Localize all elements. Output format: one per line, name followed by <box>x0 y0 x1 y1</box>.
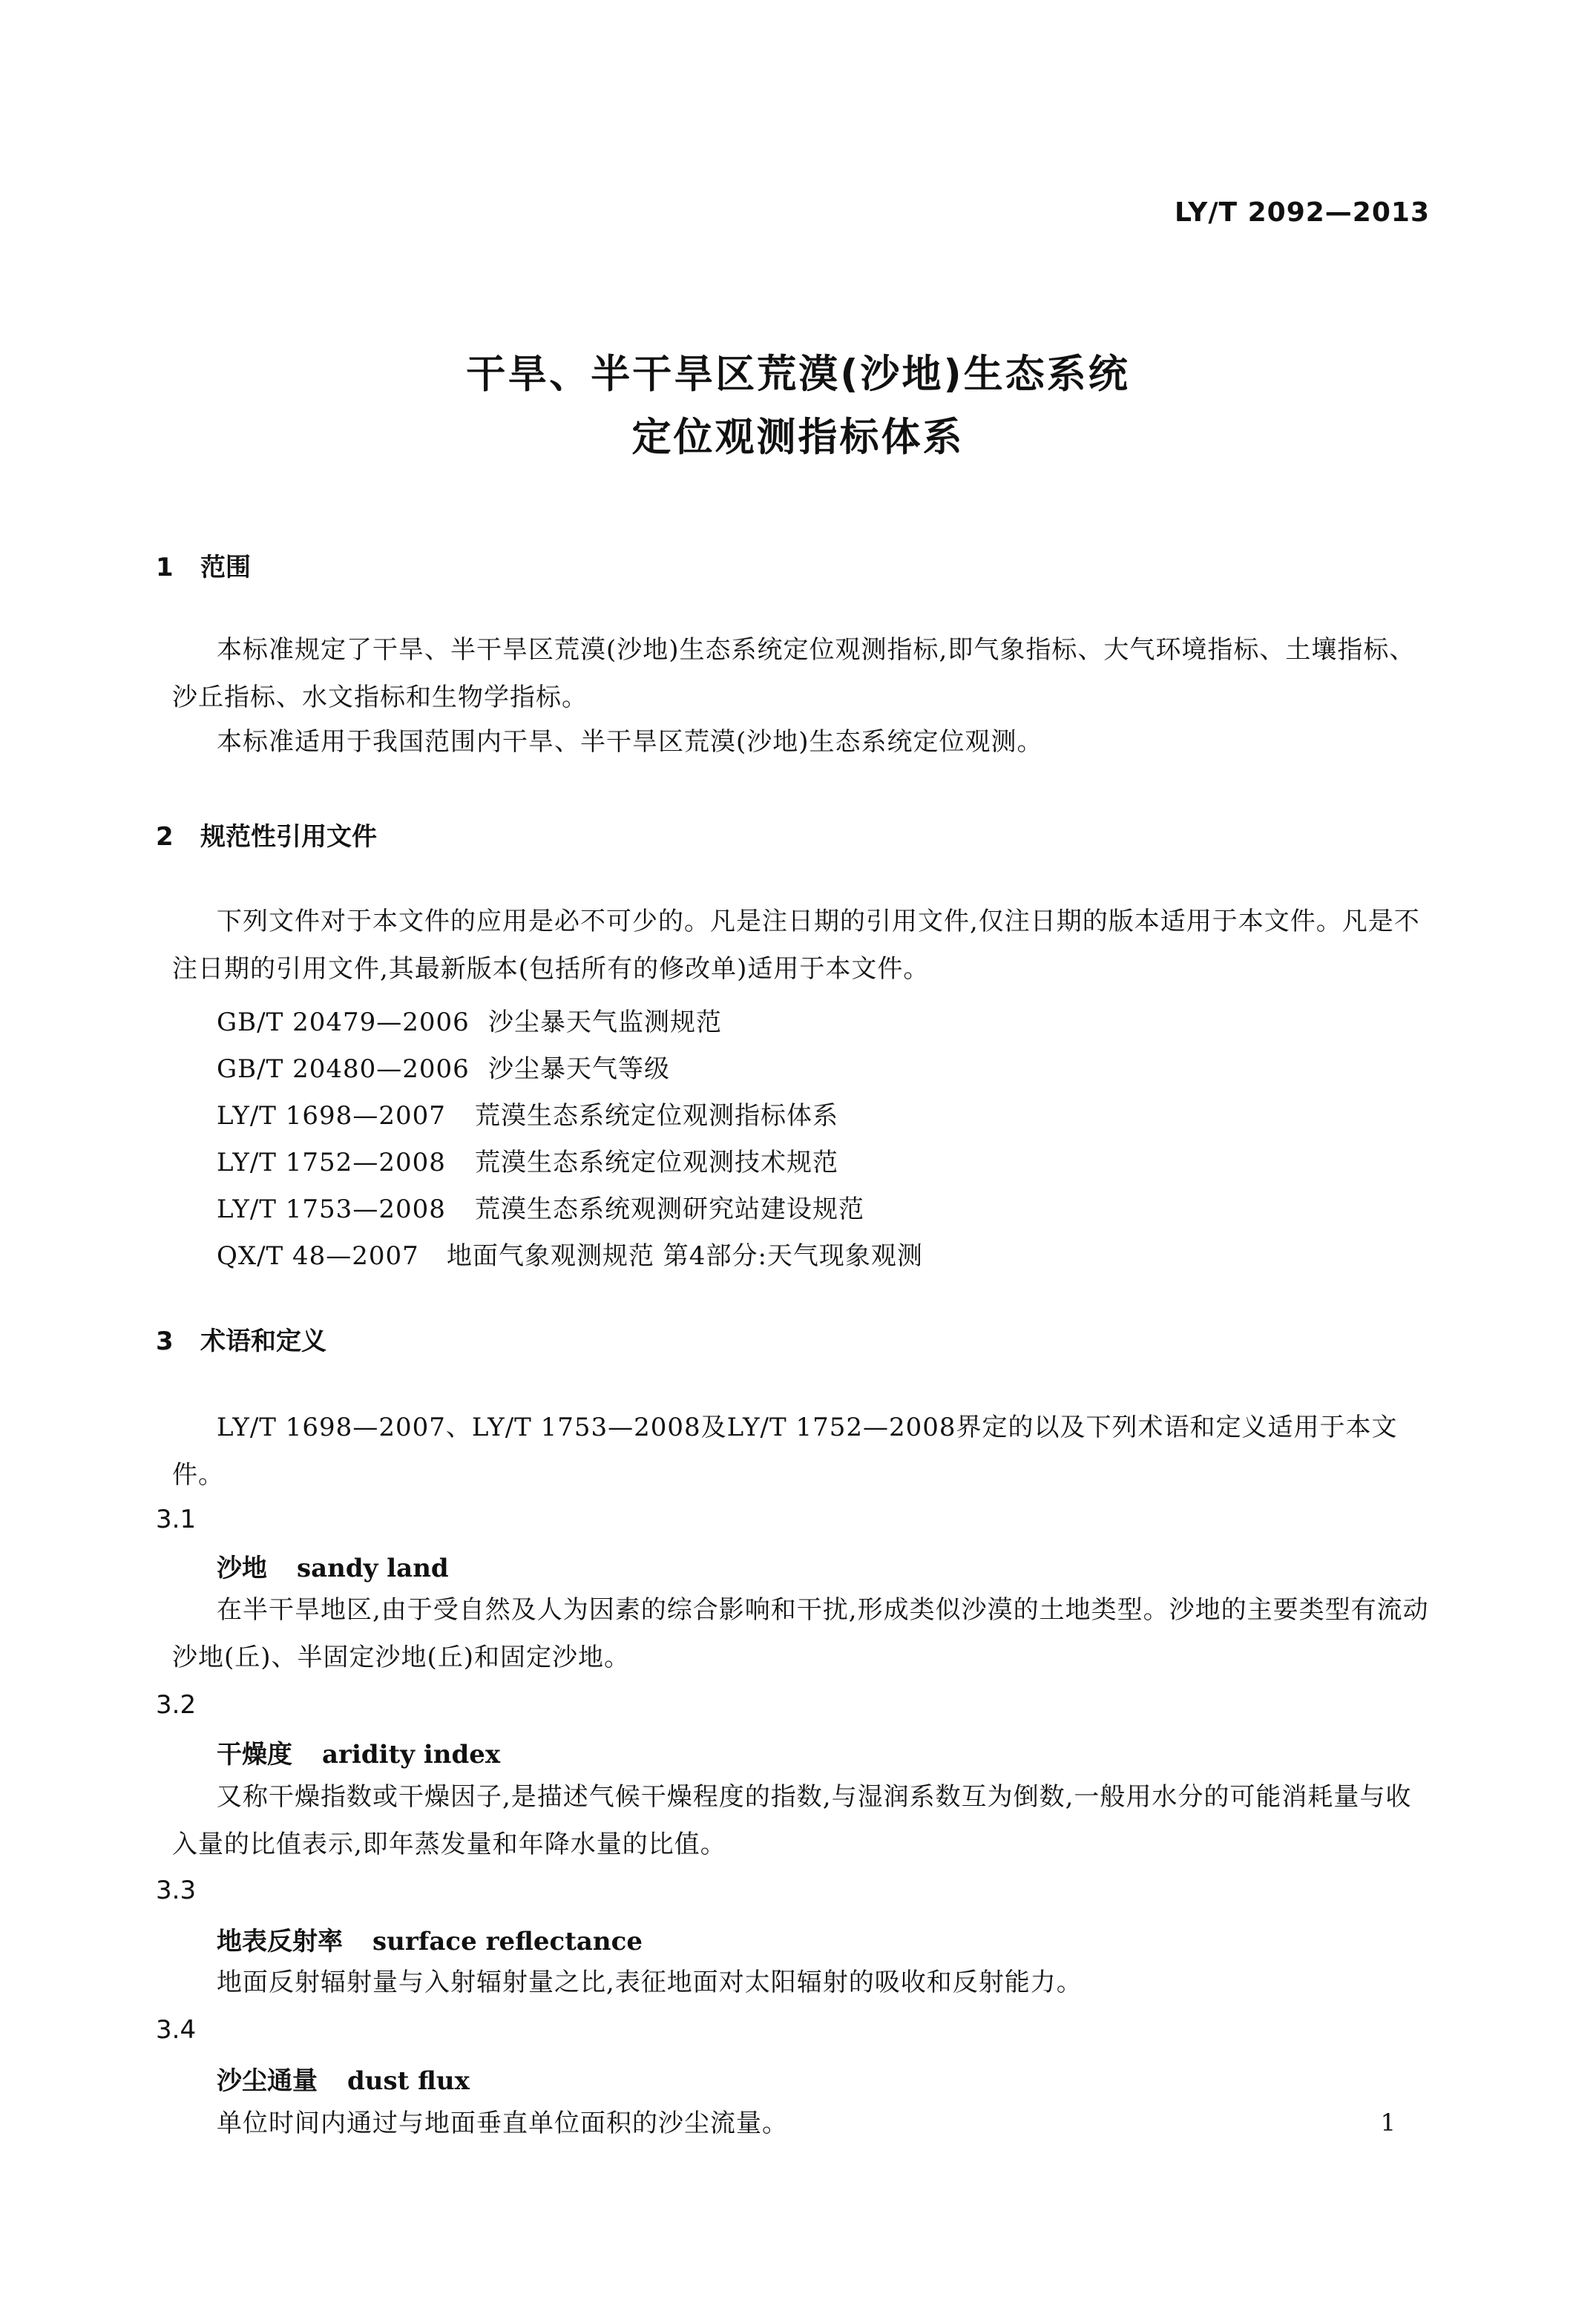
section-2-paragraph-1: 下列文件对于本文件的应用是必不可少的。凡是注日期的引用文件,仅注日期的版本适用于本文件。凡是不注日期的引用文件,其最新版本(包括所有的修改单)适用于本文件。 <box>172 907 1420 984</box>
reference-code: LY/T 1752—2008 <box>217 1148 446 1177</box>
reference-code: QX/T 48—2007 <box>217 1241 419 1271</box>
clause-number: 3.4 <box>156 2015 197 2045</box>
section-1-heading <box>156 547 251 583</box>
reference-title: 荒漠生态系统定位观测指标体系 <box>475 1101 838 1131</box>
document-title-line-2: 定位观测指标体系 <box>631 415 965 460</box>
reference-item <box>217 1142 838 1178</box>
section-3-paragraph-1: LY/T 1698—2007、LY/T 1753—2008及LY/T 1752—2008界定的以及下列术语和定义适用于本文件。 <box>172 1413 1398 1490</box>
section-2-heading <box>156 816 377 852</box>
reference-code: LY/T 1698—2007 <box>217 1101 446 1131</box>
reference-item <box>217 1189 864 1225</box>
clause-number: 3.2 <box>156 1690 197 1720</box>
reference-title: 沙尘暴天气等级 <box>488 1054 670 1084</box>
reference-code: LY/T 1753—2008 <box>217 1194 446 1224</box>
section-number: 1 <box>156 553 174 582</box>
term-chinese: 地表反射率 <box>217 1927 343 1956</box>
term-english: dust flux <box>347 2066 470 2096</box>
reference-title: 荒漠生态系统观测研究站建设规范 <box>475 1194 864 1224</box>
section-number: 3 <box>156 1327 174 1356</box>
section-1-paragraph-1: 本标准规定了干旱、半干旱区荒漠(沙地)生态系统定位观测指标,即气象指标、大气环境指标、土壤指标、沙丘指标、水文指标和生物学指标。 <box>172 635 1416 712</box>
term-definition: 单位时间内通过与地面垂直单位面积的沙尘流量。 <box>217 2109 788 2138</box>
clause-number: 3.3 <box>156 1876 197 1905</box>
clause-number: 3.1 <box>156 1505 197 1534</box>
term-english: sandy land <box>297 1554 449 1583</box>
section-title: 规范性引用文件 <box>200 822 377 852</box>
reference-item <box>217 1048 670 1085</box>
reference-title: 沙尘暴天气监测规范 <box>488 1008 722 1037</box>
reference-code: GB/T 20480—2006 <box>217 1054 470 1084</box>
section-1-paragraph-2: 本标准适用于我国范围内干旱、半干旱区荒漠(沙地)生态系统定位观测。 <box>217 727 1043 757</box>
term-chinese: 干燥度 <box>217 1740 292 1769</box>
reference-title: 地面气象观测规范 第4部分:天气现象观测 <box>447 1241 923 1271</box>
section-title: 范围 <box>200 553 251 582</box>
section-3-heading <box>156 1321 326 1357</box>
reference-code: GB/T 20479—2006 <box>217 1008 470 1037</box>
page-number: 1 <box>1380 2109 1396 2137</box>
reference-title: 荒漠生态系统定位观测技术规范 <box>475 1148 838 1177</box>
document-title-line-1: 干旱、半干旱区荒漠(沙地)生态系统 <box>466 352 1130 397</box>
term-heading <box>217 1548 449 1584</box>
term-heading <box>217 2060 470 2097</box>
term-definition: 地面反射辐射量与入射辐射量之比,表征地面对太阳辐射的吸收和反射能力。 <box>217 1968 1083 1997</box>
reference-item <box>217 1235 923 1272</box>
term-heading <box>217 1921 643 1957</box>
term-english: surface reflectance <box>372 1927 643 1956</box>
section-number: 2 <box>156 822 174 852</box>
term-definition: 又称干燥指数或干燥因子,是描述气候干燥程度的指数,与湿润系数互为倒数,一般用水分的可能消耗量与收入量的比值表示,即年蒸发量和年降水量的比值。 <box>172 1782 1412 1859</box>
term-english: aridity index <box>322 1740 501 1769</box>
term-definition: 在半干旱地区,由于受自然及人为因素的综合影响和干扰,形成类似沙漠的土地类型。沙地的主要类型有流动沙地(丘)、半固定沙地(丘)和固定沙地。 <box>172 1595 1429 1672</box>
section-title: 术语和定义 <box>200 1327 326 1356</box>
standard-code: LY/T 2092—2013 <box>1174 197 1430 228</box>
term-heading <box>217 1734 500 1770</box>
term-chinese: 沙地 <box>217 1554 267 1583</box>
reference-item <box>217 1095 838 1131</box>
reference-item <box>217 1002 722 1038</box>
term-chinese: 沙尘通量 <box>217 2066 318 2096</box>
